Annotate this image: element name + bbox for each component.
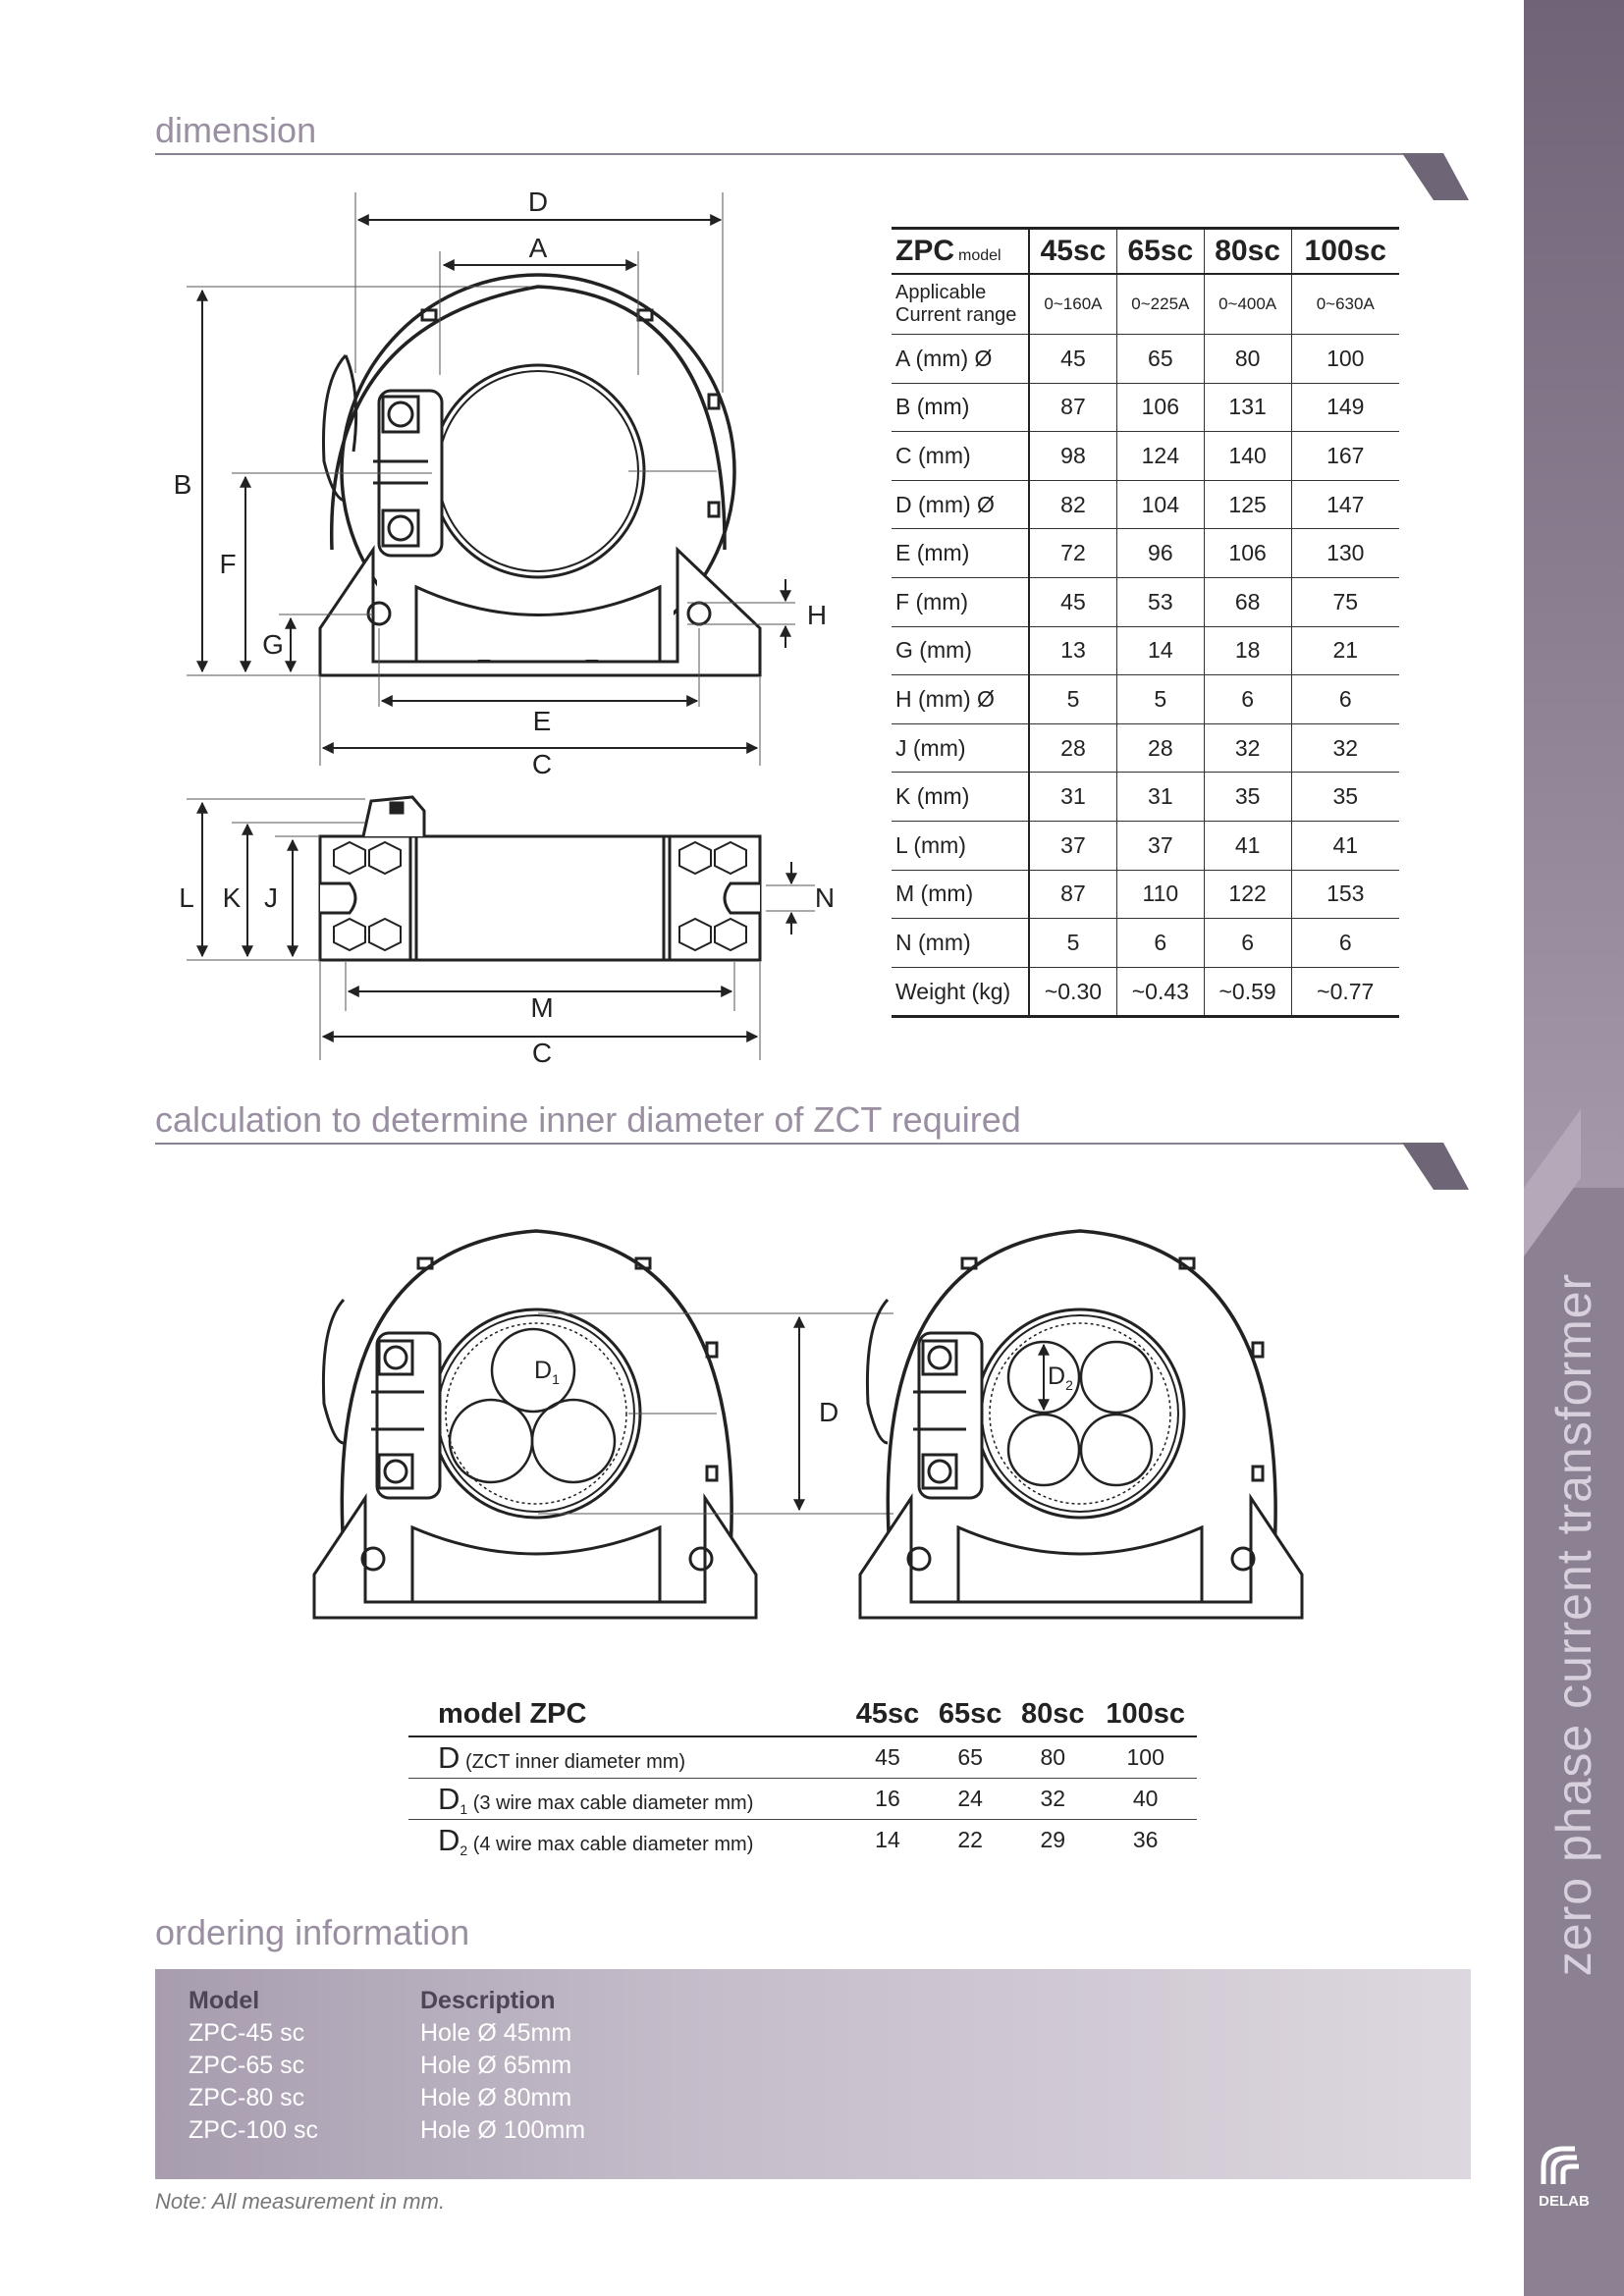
row-label: M (mm): [892, 870, 1029, 919]
cell: 6: [1291, 675, 1399, 724]
cell: 110: [1116, 870, 1204, 919]
label-N: N: [814, 882, 836, 913]
cell: 45: [1029, 577, 1116, 626]
cell: 68: [1204, 577, 1291, 626]
cell: 87: [1029, 870, 1116, 919]
calc-col-header: 80sc: [1011, 1692, 1094, 1736]
cell: 6: [1291, 919, 1399, 968]
cell: 65: [929, 1736, 1011, 1779]
note: Note: All measurement in mm.: [155, 2189, 446, 2214]
calc-row-label: D (ZCT inner diameter mm): [408, 1736, 846, 1779]
cell: ~0.43: [1116, 967, 1204, 1017]
ordering-desc-column: [420, 1985, 585, 2147]
calc-table: [408, 1692, 1197, 1860]
cell: 6: [1204, 675, 1291, 724]
cell: 167: [1291, 432, 1399, 481]
row-label: C (mm): [892, 432, 1029, 481]
cell: 32: [1011, 1779, 1094, 1820]
cell: 35: [1291, 773, 1399, 822]
label-B: B: [173, 469, 192, 500]
label-C2: C: [531, 1038, 553, 1068]
label-G: G: [262, 629, 284, 660]
label-A: A: [528, 233, 548, 263]
cell: 31: [1116, 773, 1204, 822]
transformer-3-wire: [314, 1231, 756, 1618]
cell: 45: [1029, 335, 1116, 384]
ordering-desc: Hole Ø 45mm: [420, 2019, 572, 2047]
calc-col-header: 100sc: [1094, 1692, 1197, 1736]
cell: 37: [1116, 821, 1204, 870]
table-row: [408, 1820, 1197, 1861]
row-label: E (mm): [892, 529, 1029, 578]
cell: 98: [1029, 432, 1116, 481]
cell: 13: [1029, 626, 1116, 675]
label-D: D: [527, 187, 549, 217]
row-label: B (mm): [892, 383, 1029, 432]
cell: 80: [1011, 1736, 1094, 1779]
cell: 130: [1291, 529, 1399, 578]
ordering-desc: Hole Ø 100mm: [420, 2116, 586, 2144]
cell: 87: [1029, 383, 1116, 432]
side-title: zero phase current transformer: [1546, 1272, 1601, 1977]
ordering-model: ZPC-65 sc: [189, 2052, 305, 2079]
label-M: M: [530, 992, 554, 1023]
cell: 22: [957, 1827, 983, 1852]
ordering-desc: Hole Ø 65mm: [420, 2052, 572, 2079]
cell: 24: [929, 1779, 1011, 1820]
cell: 122: [1204, 870, 1291, 919]
cell: 0~630A: [1291, 274, 1399, 335]
cell: 41: [1291, 821, 1399, 870]
cell: 5: [1116, 675, 1204, 724]
cell: 106: [1204, 529, 1291, 578]
label-D2: $D_2$: [1048, 1362, 1073, 1393]
cell: 6: [1116, 919, 1204, 968]
cell: 45: [846, 1736, 929, 1779]
section-title-calculation: calculation to determine inner diameter of ZCT required: [155, 1099, 1021, 1140]
label-D1: $D_1$: [534, 1357, 560, 1387]
cell: 14: [875, 1827, 900, 1852]
table-row: [408, 1779, 1197, 1820]
row-label: Weight (kg): [892, 967, 1029, 1017]
row-label: L (mm): [892, 821, 1029, 870]
cell: ~0.77: [1291, 967, 1399, 1017]
cell: 28: [1029, 723, 1116, 773]
cell: 124: [1116, 432, 1204, 481]
label-E: E: [532, 706, 552, 736]
calc-row-label: $D_2$ (4 wire max cable diameter mm): [438, 1822, 754, 1858]
cell: 0~225A: [1116, 274, 1204, 335]
transformer-4-wire: [860, 1231, 1302, 1618]
cell: 32: [1291, 723, 1399, 773]
cell: 53: [1116, 577, 1204, 626]
cell: 28: [1116, 723, 1204, 773]
cell: 14: [1116, 626, 1204, 675]
label-calc-D: D: [819, 1397, 839, 1427]
section-title-ordering: ordering information: [155, 1912, 470, 1952]
ordering-model-header: Model: [189, 1987, 260, 2014]
cell: 104: [1116, 480, 1204, 529]
cell: 29: [1040, 1827, 1066, 1852]
cell: 0~160A: [1029, 274, 1116, 335]
dim-col-header: 80sc: [1204, 229, 1291, 275]
ordering-model: ZPC-45 sc: [189, 2019, 305, 2047]
cell: 96: [1116, 529, 1204, 578]
row-label: H (mm) Ø: [892, 675, 1029, 724]
cell: 82: [1029, 480, 1116, 529]
ordering-box: [155, 1969, 1471, 2179]
cell: 41: [1204, 821, 1291, 870]
calc-col-header: 45sc: [846, 1692, 929, 1736]
label-F: F: [219, 549, 237, 579]
ordering-desc-header: Description: [420, 1987, 556, 2014]
cell: ~0.59: [1204, 967, 1291, 1017]
cell: 75: [1291, 577, 1399, 626]
cell: 21: [1291, 626, 1399, 675]
label-H: H: [806, 600, 828, 630]
row-label: J (mm): [892, 723, 1029, 773]
label-J: J: [264, 882, 278, 913]
cell: 5: [1029, 675, 1116, 724]
cell: 32: [1204, 723, 1291, 773]
cell: 100: [1291, 335, 1399, 384]
calc-header: model ZPC: [408, 1692, 846, 1736]
cell: 153: [1291, 870, 1399, 919]
cell: 140: [1204, 432, 1291, 481]
row-label: G (mm): [892, 626, 1029, 675]
cell: 6: [1204, 919, 1291, 968]
label-C: C: [531, 749, 553, 779]
cell: 18: [1204, 626, 1291, 675]
ordering-model: ZPC-100 sc: [189, 2116, 318, 2144]
cell: ~0.30: [1029, 967, 1116, 1017]
cell: 131: [1204, 383, 1291, 432]
cell: 125: [1204, 480, 1291, 529]
section-title-dimension: dimension: [155, 110, 317, 150]
dim-col-header: 65sc: [1116, 229, 1204, 275]
cell: 0~400A: [1204, 274, 1291, 335]
cell: 65: [1116, 335, 1204, 384]
logo-text: DELAB: [1539, 2193, 1590, 2210]
ordering-desc: Hole Ø 80mm: [420, 2084, 572, 2111]
cell: 147: [1291, 480, 1399, 529]
cell: 80: [1204, 335, 1291, 384]
cell: 16: [846, 1779, 929, 1820]
dim-col-header: 100sc: [1291, 229, 1399, 275]
dim-col-header: 45sc: [1029, 229, 1116, 275]
table-row: [408, 1736, 1197, 1779]
row-label: Applicable Current range: [892, 274, 1029, 335]
label-K: K: [222, 882, 242, 913]
label-L: L: [179, 882, 194, 913]
ordering-model: ZPC-80 sc: [189, 2084, 305, 2111]
cell: 72: [1029, 529, 1116, 578]
row-label: D (mm) Ø: [892, 480, 1029, 529]
cell: 37: [1029, 821, 1116, 870]
row-label: K (mm): [892, 773, 1029, 822]
row-label: A (mm) Ø: [892, 335, 1029, 384]
calc-col-header: 65sc: [929, 1692, 1011, 1736]
cell: 106: [1116, 383, 1204, 432]
cell: 5: [1029, 919, 1116, 968]
cell: 31: [1029, 773, 1116, 822]
cell: 149: [1291, 383, 1399, 432]
cell: 35: [1204, 773, 1291, 822]
calc-row-label: $D_1$ (3 wire max cable diameter mm): [408, 1779, 846, 1820]
cell: 36: [1132, 1827, 1159, 1852]
row-label: N (mm): [892, 919, 1029, 968]
row-label: F (mm): [892, 577, 1029, 626]
dim-table-header-model: ZPC model: [892, 229, 1029, 275]
cell: 100: [1094, 1736, 1197, 1779]
ordering-model-column: [189, 1985, 318, 2147]
cell: 40: [1094, 1779, 1197, 1820]
